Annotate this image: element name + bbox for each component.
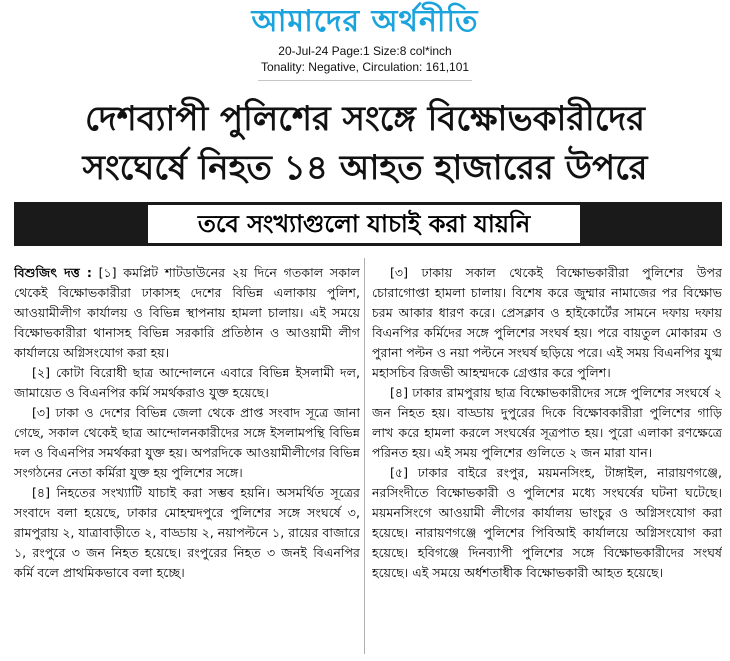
article-paragraph: [৪] ঢাকার রামপুরায় ছাত্র বিক্ষোভকারীদের সঙ্গে পুলিশের সংঘর্ষে ২ জন নিহত হয়। বাড্ডায় দুপুরের দিকে বিক্ষোবকারীরা পুলিশের গাড়ি লাখ করে হামলা করলে সংঘর্ষের সূত্রপাত হয়। পুরো এলাকা রণক্ষেত্রে পরিনত হয়। এই সময় পুলিশের গুলিতে ২ জন মারা যান। (372, 385, 722, 460)
clipping-tonality-line: Tonality: Negative, Circulation: 161,101 (260, 60, 470, 74)
headline-line-1: দেশব্যাপী পুলিশের সংঙ্গে বিক্ষোভকারীদের (84, 99, 645, 139)
column-divider (364, 258, 365, 654)
article-paragraph: [৩] ঢাকায় সকাল থেকেই বিক্ষোভকারীরা পুলিশের উপর চোরাগোপ্তা হামলা চালায়। বিশেষ করে জুম্মার নামাজের পর বিক্ষোভ চরম আকার ধারণ করে। প্রেসক্লাব ও হাইকোর্টের সামনে দফায় দফায় বিএনপির কর্মিদের সঙ্গে পুলিশের সংঘর্ষ হয়। পরে বায়তুল মোকারম ও পুরানা পল্টন ও নয়া পল্টনে সংঘর্ষ ছড়িয়ে পরে। এই সময় বিএনপির যুগ্ম মহাসচিব রিজভী আহম্মদকে গ্রেপ্তার করে পুলিশ। (372, 265, 722, 380)
masthead-divider (258, 80, 472, 81)
article-paragraph (14, 263, 360, 363)
headline-line-2: সংঘের্ষে নিহত ১৪ আহত হাজারের উপরে (82, 148, 648, 188)
article-paragraph: [৫] ঢাকার বাইরে রংপুর, ময়মনসিংহ, টাঙ্গাইল, নারায়ণগঞ্জে, নরসিংদীতে বিক্ষোভকারী ও পুলিশের মধ্যে সংঘর্ষের ঘটনা ঘটেছে। ময়মনসিংগে আওয়ামী লীগের কার্যালয় ভাংচুর ও অগ্নিসংযোগ করা হয়েছে। নারায়ণগঞ্জে পুলিশের পিবিআই কার্যালয়ে অগ্নিসংযোগ করা হয়েছে। হবিগঞ্জে দিনব্যাপী পুলিশের সঙ্গে বিক্ষোভকারীদের সংঘর্ষ হয়েছে। এই সময়ে অর্ধশতাধীক বিক্ষোভকারী আহত হয়েছে। (372, 465, 722, 580)
article-column-right (372, 263, 722, 657)
masthead-logo: আমাদের অর্থনীতি (251, 4, 479, 39)
subheadline-text: তবে সংখ্যাগুলো যাচাই করা যায়নি (148, 205, 580, 243)
article-paragraph: [৩] ঢাকা ও দেশের বিভিন্ন জেলা থেকে প্রাপ্ত সংবাদ সূত্রে জানা গেছে, সকাল থেকেই ছাত্র আন্দোলনকারীদের সঙ্গে ইসলামপন্থি বিভিন্ন দল ও বিএনপির সমর্থকরা যুক্ত হয়। অপরদিকে আওয়ামীলীগের বিভিন্ন সংগঠনের নেতা কর্মিরা যুক্ত হয় পুলিশের সঙ্গে। (14, 405, 360, 480)
article-paragraph: [৪] নিহতের সংখ্যাটি যাচাই করা সম্ভব হয়নি। অসমর্থিত সূত্রের সংবাদে বলা হয়েছে, ঢাকার মোহম্মদপুরে পুলিশের সঙ্গে সংঘর্ষে ৩, রামপুরায় ২, যাত্রাবাড়ীতে ২, বাড্ডায় ২, নয়াপল্টনে ১, রায়ের বাজারে ১, রংপুরে ৩ জন নিহত হয়েছে। রংপুরের নিহত ৩ জনই বিএনপির কর্মি বলে প্রাথমিকভাবে বলা হচ্ছে। (14, 485, 360, 580)
paragraph-text: [১] কমপ্লিট শাটডাউনের ২য় দিনে গতকাল সকাল থেকেই বিক্ষোভকারীরা ঢাকাসহ দেশের বিভিন্ন এলাকায় পুলিশ, আওয়ামীলীগ কার্যালয় ও বিভিন্ন স্থাপনায় হামলা চালায়। এই সময়ে বিক্ষোভকারীরা থানাসহ বিভিন্ন সরকারি প্রতিষ্ঠান ও আওয়ামী লীগ কার্যালয়ে অগ্নিসংযোগ করা হয়। (14, 265, 360, 360)
clipping-date-line: 20-Jul-24 Page:1 Size:8 col*inch (278, 44, 452, 58)
article-column-left (14, 263, 360, 657)
article-byline: বিশুজিৎ দত্ত : (14, 265, 92, 280)
article-paragraph: [২] কোটা বিরোধী ছাত্র আন্দোলনে এবারে বিভিন্ন ইসলামী দল, জামায়েত ও বিএনপির কর্মি সমর্থকরাও যুক্ত হয়েছে। (14, 365, 360, 400)
